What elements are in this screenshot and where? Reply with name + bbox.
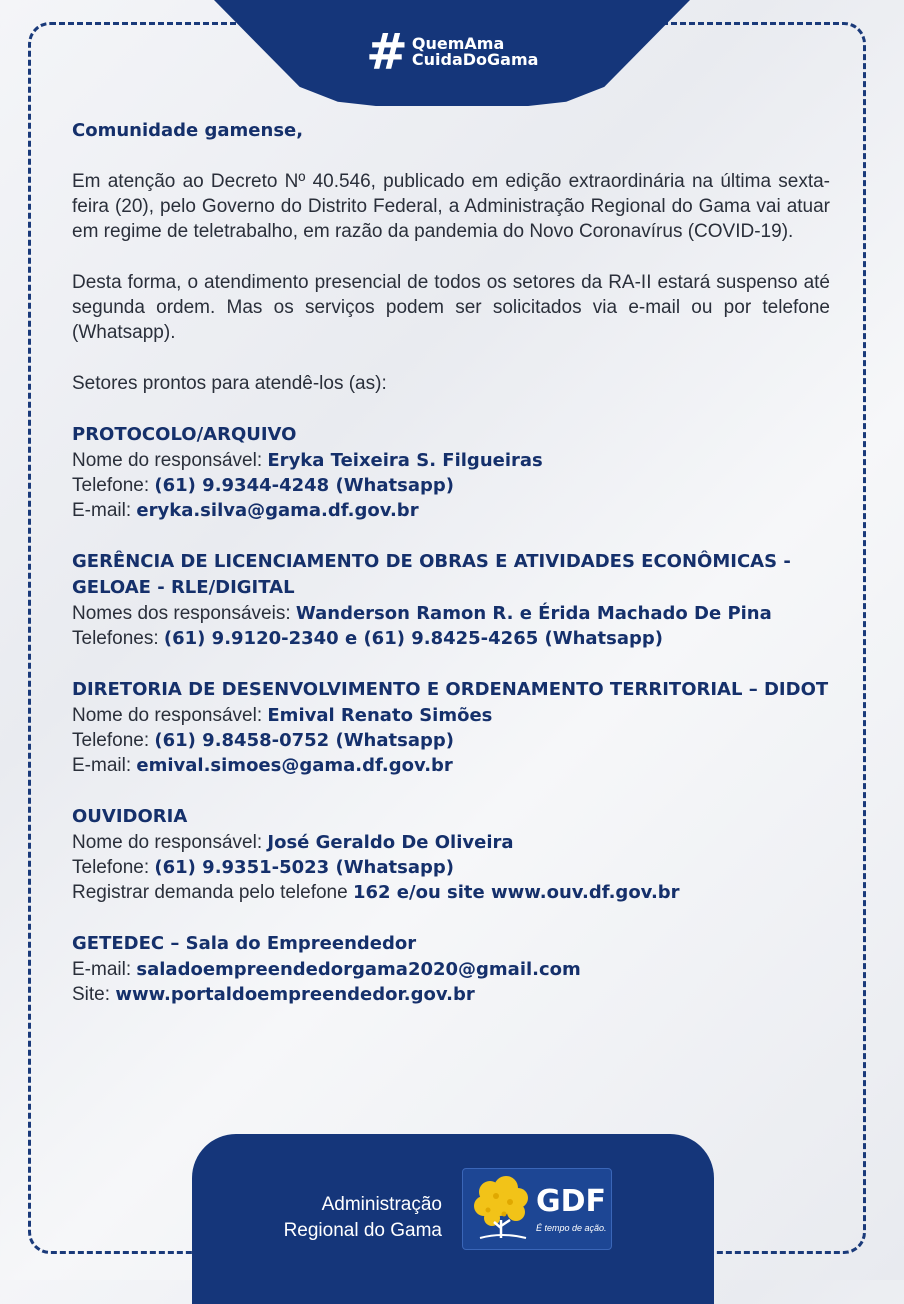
responsible-line — [72, 448, 830, 473]
phone-line — [72, 626, 830, 651]
hashtag-text — [412, 36, 539, 68]
paragraph-service: Desta forma, o atendimento presencial de todos os setores da RA-II estará suspenso até segunda ordem. Mas os serviços podem ser solicitados via e-mail ou por telefone (Whatsapp). — [72, 272, 830, 343]
responsible-label: Nome do responsável: — [72, 705, 268, 726]
responsible-line — [72, 703, 830, 728]
responsible-label: Nome do responsável: — [72, 832, 268, 853]
phone-number: (61) 9.9344-4248 (Whatsapp) — [154, 475, 454, 496]
section-ouvidoria — [72, 804, 830, 905]
section-title: OUVIDORIA — [72, 806, 188, 827]
section-protocolo — [72, 422, 830, 523]
section-title: GETEDEC – Sala do Empreendedor — [72, 933, 417, 954]
campaign-hashtag — [366, 22, 538, 82]
gdf-logo-text: GDF — [536, 1184, 607, 1219]
letter-body — [72, 118, 830, 1033]
administration-name — [236, 1192, 442, 1244]
responsible-label: Nomes dos responsáveis: — [72, 603, 296, 624]
section-title: PROTOCOLO/ARQUIVO — [72, 424, 297, 445]
email-label: E-mail: — [72, 755, 137, 776]
section-geloae — [72, 549, 830, 651]
email-address: emival.simoes@gama.df.gov.br — [136, 755, 453, 776]
phone-label: Telefone: — [72, 475, 155, 496]
admin-line-2: Regional do Gama — [283, 1220, 442, 1241]
responsible-name: Wanderson Ramon R. e Érida Machado De Pina — [295, 603, 772, 624]
email-line — [72, 498, 830, 523]
section-title: DIRETORIA DE DESENVOLVIMENTO E ORDENAMENTO TERRITORIAL – DIDOT — [72, 679, 829, 700]
section-didot — [72, 677, 830, 778]
responsible-name: Eryka Teixeira S. Filgueiras — [267, 450, 543, 471]
phone-number: (61) 9.9351-5023 (Whatsapp) — [154, 857, 454, 878]
paragraph-decree: Em atenção ao Decreto Nº 40.546, publicado em edição extraordinária na última sexta-feira (20), pelo Governo do Distrito Federal, a Administração Regional do Gama vai atuar em regime de teletrabalho, em razão da pandemia do Novo Coronavírus (COVID-19). — [72, 171, 830, 242]
responsible-label: Nome do responsável: — [72, 450, 268, 471]
section-title: GERÊNCIA DE LICENCIAMENTO DE OBRAS E ATIVIDADES ECONÔMICAS - GELOAE - RLE/DIGITAL — [72, 551, 791, 598]
email-address: eryka.silva@gama.df.gov.br — [136, 500, 419, 521]
site-label: Site: — [72, 984, 116, 1005]
paragraph-sectors-intro: Setores prontos para atendê-los (as): — [72, 373, 387, 394]
phone-line — [72, 728, 830, 753]
site-line — [72, 982, 830, 1007]
email-label: E-mail: — [72, 959, 137, 980]
responsible-line — [72, 601, 830, 626]
responsible-name: Emival Renato Simões — [267, 705, 493, 726]
ombudsman-contact: 162 e/ou site www.ouv.df.gov.br — [352, 882, 680, 903]
email-label: E-mail: — [72, 500, 137, 521]
phone-number: (61) 9.9120-2340 e (61) 9.8425-4265 (Whatsapp) — [163, 628, 664, 649]
responsible-name: José Geraldo De Oliveira — [267, 832, 514, 853]
gdf-tagline: É tempo de ação. — [536, 1223, 607, 1233]
phone-label: Telefones: — [72, 628, 164, 649]
section-getedec — [72, 931, 830, 1007]
phone-line — [72, 855, 830, 880]
hash-symbol: # — [366, 23, 408, 81]
responsible-line — [72, 830, 830, 855]
hashtag-line-2: CuidaDoGama — [411, 50, 539, 69]
ombudsman-line — [72, 880, 830, 905]
phone-label: Telefone: — [72, 857, 155, 878]
ipe-tree-icon — [470, 1174, 534, 1244]
phone-label: Telefone: — [72, 730, 155, 751]
email-line — [72, 957, 830, 982]
email-line — [72, 753, 830, 778]
email-address: saladoempreendedorgama2020@gmail.com — [136, 959, 581, 980]
greeting: Comunidade gamense, — [72, 120, 304, 141]
admin-line-1: Administração — [321, 1194, 442, 1215]
phone-number: (61) 9.8458-0752 (Whatsapp) — [154, 730, 454, 751]
phone-line — [72, 473, 830, 498]
ombudsman-label: Registrar demanda pelo telefone — [72, 882, 353, 903]
site-url: www.portaldoempreendedor.gov.br — [115, 984, 475, 1005]
hashtag-line-1: QuemAma — [411, 34, 505, 53]
